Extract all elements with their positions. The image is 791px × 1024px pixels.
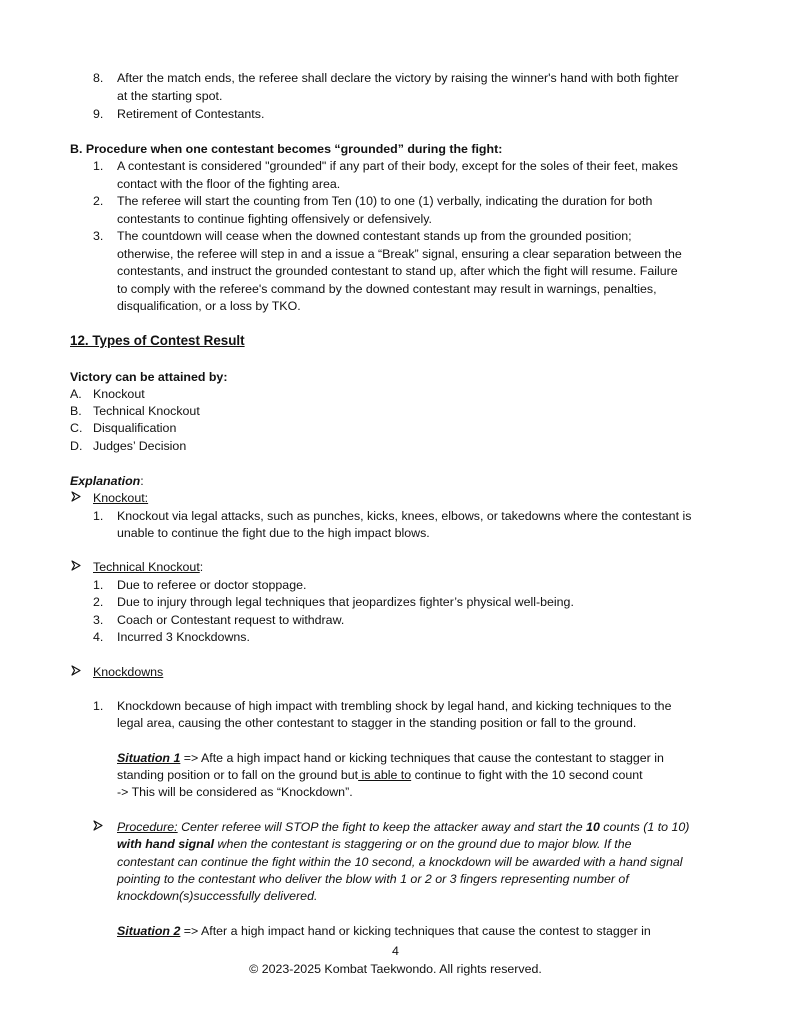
situation-label: Situation 1 xyxy=(117,751,181,765)
section-heading: B. Procedure when one contestant becomes “grounded” during the fight: xyxy=(70,142,503,156)
arrow-bullet-icon xyxy=(93,820,103,838)
procedure-bold: with hand signal xyxy=(117,837,215,851)
explanation-word: Explanation xyxy=(70,474,141,488)
item-number: 1. xyxy=(93,578,104,592)
victory-heading: Victory can be attained by: xyxy=(70,370,228,384)
procedure-line xyxy=(117,819,689,837)
procedure-text: knockdown(s)successfully delivered. xyxy=(117,889,318,903)
arrow-bullet-icon xyxy=(71,665,81,683)
item-text: The countdown will cease when the downed contestant stands up from the grounded position; xyxy=(117,229,632,243)
procedure-text: when the contestant is staggering or on the ground due to major blow. If the xyxy=(214,837,632,851)
explanation-label xyxy=(70,473,144,491)
item-text: contact with the floor of the fighting area. xyxy=(117,177,341,191)
item-number: 2. xyxy=(93,595,104,609)
item-text: contestants to continue fighting offensively or defensively. xyxy=(117,212,433,226)
situation-text: => After a high impact hand or kicking techniques that cause the contest to stagger in xyxy=(180,924,651,938)
item-text: legal area, causing the other contestant to stagger in the standing position or fall to the ground. xyxy=(117,716,637,730)
situation-text: standing position or to fall on the ground but xyxy=(117,768,359,782)
item-number: 3. xyxy=(93,229,104,243)
item-number: 9. xyxy=(93,107,104,121)
situation-label: Situation 2 xyxy=(117,924,181,938)
item-number: 2. xyxy=(93,194,104,208)
knockdowns-title: Knockdowns xyxy=(93,665,164,679)
item-number: 1. xyxy=(93,159,104,173)
tko-title-text: Technical Knockout xyxy=(93,560,200,574)
explanation-colon: : xyxy=(140,474,144,488)
procedure-text: contestant can continue the fight within the 10 second, a knockdown will be awarded with a hand signal xyxy=(117,855,683,869)
item-text: Judges’ Decision xyxy=(93,439,187,453)
item-letter: D. xyxy=(70,439,83,453)
item-number: 3. xyxy=(93,613,104,627)
item-text: Due to referee or doctor stoppage. xyxy=(117,578,307,592)
tko-colon: : xyxy=(199,560,204,574)
item-text: A contestant is considered "grounded" if any part of their body, except for the soles of their feet, makes xyxy=(117,159,678,173)
item-text: disqualification, or a loss by TKO. xyxy=(117,299,301,313)
page-number: 4 xyxy=(392,944,399,958)
item-text: to comply with the referee's command by the downed contestant may result in warnings, penalties, xyxy=(117,282,657,296)
situation-line xyxy=(117,767,643,785)
item-number: 4. xyxy=(93,630,104,644)
item-text: Incurred 3 Knockdowns. xyxy=(117,630,250,644)
arrow-bullet-icon xyxy=(71,560,81,578)
tko-title xyxy=(93,559,203,577)
item-text: The referee will start the counting from Ten (10) to one (1) verbally, indicating the duration for both xyxy=(117,194,653,208)
item-letter: C. xyxy=(70,421,83,435)
item-text: otherwise, the referee will step in and a issue a “Break” signal, ensuring a clear separation between the xyxy=(117,247,682,261)
situation-text: => Afte a high impact hand or kicking techniques that cause the contestant to stagger in xyxy=(180,751,664,765)
item-text: Knockout via legal attacks, such as punches, kicks, knees, elbows, or takedowns where the contestant is xyxy=(117,509,692,523)
arrow-bullet-icon xyxy=(71,491,81,509)
item-text: Knockdown because of high impact with trembling shock by legal hand, and kicking techniques to the xyxy=(117,699,672,713)
item-letter: A. xyxy=(70,387,82,401)
item-text: Due to injury through legal techniques that jeopardizes fighter’s physical well-being. xyxy=(117,595,574,609)
section-title: 12. Types of Contest Result xyxy=(70,333,245,348)
item-text: Technical Knockout xyxy=(93,404,200,418)
procedure-line xyxy=(117,836,631,854)
situation-underlined: is able to xyxy=(358,768,412,782)
situation-line xyxy=(117,750,664,768)
item-text: Disqualification xyxy=(93,421,177,435)
knockout-title: Knockout: xyxy=(93,491,149,505)
procedure-text: pointing to the contestant who deliver the blow with 1 or 2 or 3 fingers representing number of xyxy=(117,872,629,886)
item-text: Coach or Contestant request to withdraw. xyxy=(117,613,345,627)
item-number: 1. xyxy=(93,509,104,523)
item-letter: B. xyxy=(70,404,82,418)
procedure-text: Center referee will STOP the fight to keep the attacker away and start the xyxy=(177,820,587,834)
item-text: Knockout xyxy=(93,387,145,401)
procedure-text: counts (1 to 10) xyxy=(599,820,690,834)
item-text: After the match ends, the referee shall declare the victory by raising the winner's hand with both fighter xyxy=(117,71,679,85)
situation-text: continue to fight with the 10 second count xyxy=(411,768,643,782)
item-text: contestants, and instruct the grounded contestant to stand up, after which the fight will resume. Failure xyxy=(117,264,678,278)
situation-line xyxy=(117,923,651,941)
item-number: 8. xyxy=(93,71,104,85)
item-number: 1. xyxy=(93,699,104,713)
item-text: Retirement of Contestants. xyxy=(117,107,265,121)
situation-text: -> This will be considered as “Knockdown”. xyxy=(117,785,353,799)
item-text: at the starting spot. xyxy=(117,89,223,103)
procedure-bold: 10 xyxy=(586,820,600,834)
procedure-label: Procedure: xyxy=(117,820,178,834)
copyright-footer: © 2023-2025 Kombat Taekwondo. All rights reserved. xyxy=(249,962,542,976)
item-text: unable to continue the fight due to the high impact blows. xyxy=(117,526,430,540)
